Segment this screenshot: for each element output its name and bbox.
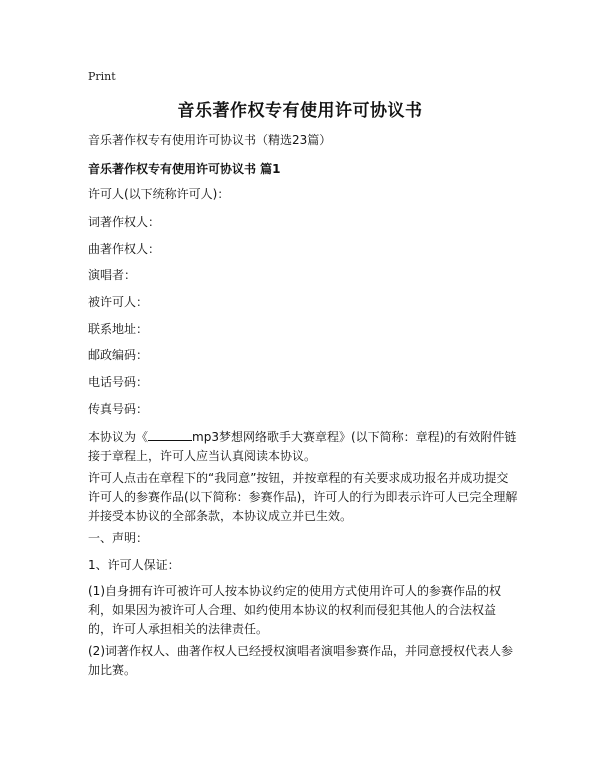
field-music-owner: 曲著作权人： bbox=[88, 242, 161, 256]
agreement-paragraph-1 bbox=[88, 428, 518, 466]
para1-rest: mp3梦想网络歌手大赛章程》(以下简称：章程)的有效附件链接于章程上，许可人应当认真阅读本协议。 bbox=[88, 430, 517, 463]
guarantee-item-1: (1)自身拥有许可被许可人按本协议约定的使用方式使用许可人的参赛作品的权利，如果因为被许可人合理、如约使用本协议的权利而侵犯其他人的合法权益的，许可人承担相关的法律责任。 bbox=[88, 584, 502, 636]
document-subtitle: 音乐著作权专有使用许可协议书（精选23篇） bbox=[88, 133, 332, 147]
field-singer: 演唱者： bbox=[88, 268, 137, 282]
para1-prefix: 本协议为《 bbox=[88, 430, 149, 444]
field-fax: 传真号码： bbox=[88, 402, 149, 416]
licensee-intro: 许可人(以下统称许可人)： bbox=[88, 187, 230, 201]
agreement-paragraph-2: 许可人点击在章程下的“我同意”按钮，并按章程的有关要求成功报名并成功提交许可人的参赛作品(以下简称：参赛作品)，许可人的行为即表示许可人已完全理解并接受本协议的全部条款，本协议成立并已生效。 bbox=[88, 471, 518, 523]
field-address: 联系地址： bbox=[88, 322, 149, 336]
subsection-guarantee: 1、许可人保证： bbox=[88, 558, 180, 572]
field-postcode: 邮政编码： bbox=[88, 348, 149, 362]
field-phone: 电话号码： bbox=[88, 375, 149, 389]
field-licensee: 被许可人： bbox=[88, 295, 149, 309]
blank-line bbox=[148, 430, 192, 441]
section-heading: 音乐著作权专有使用许可协议书 篇1 bbox=[88, 162, 281, 176]
document-title: 音乐著作权专有使用许可协议书 bbox=[177, 101, 423, 121]
guarantee-item-2: (2)词著作权人、曲著作权人已经授权演唱者演唱参赛作品，并同意授权代表人参加比赛。 bbox=[88, 644, 514, 677]
field-lyric-owner: 词著作权人： bbox=[88, 215, 161, 229]
section-declaration: 一、声明： bbox=[88, 531, 149, 545]
print-label: Print bbox=[88, 70, 116, 83]
